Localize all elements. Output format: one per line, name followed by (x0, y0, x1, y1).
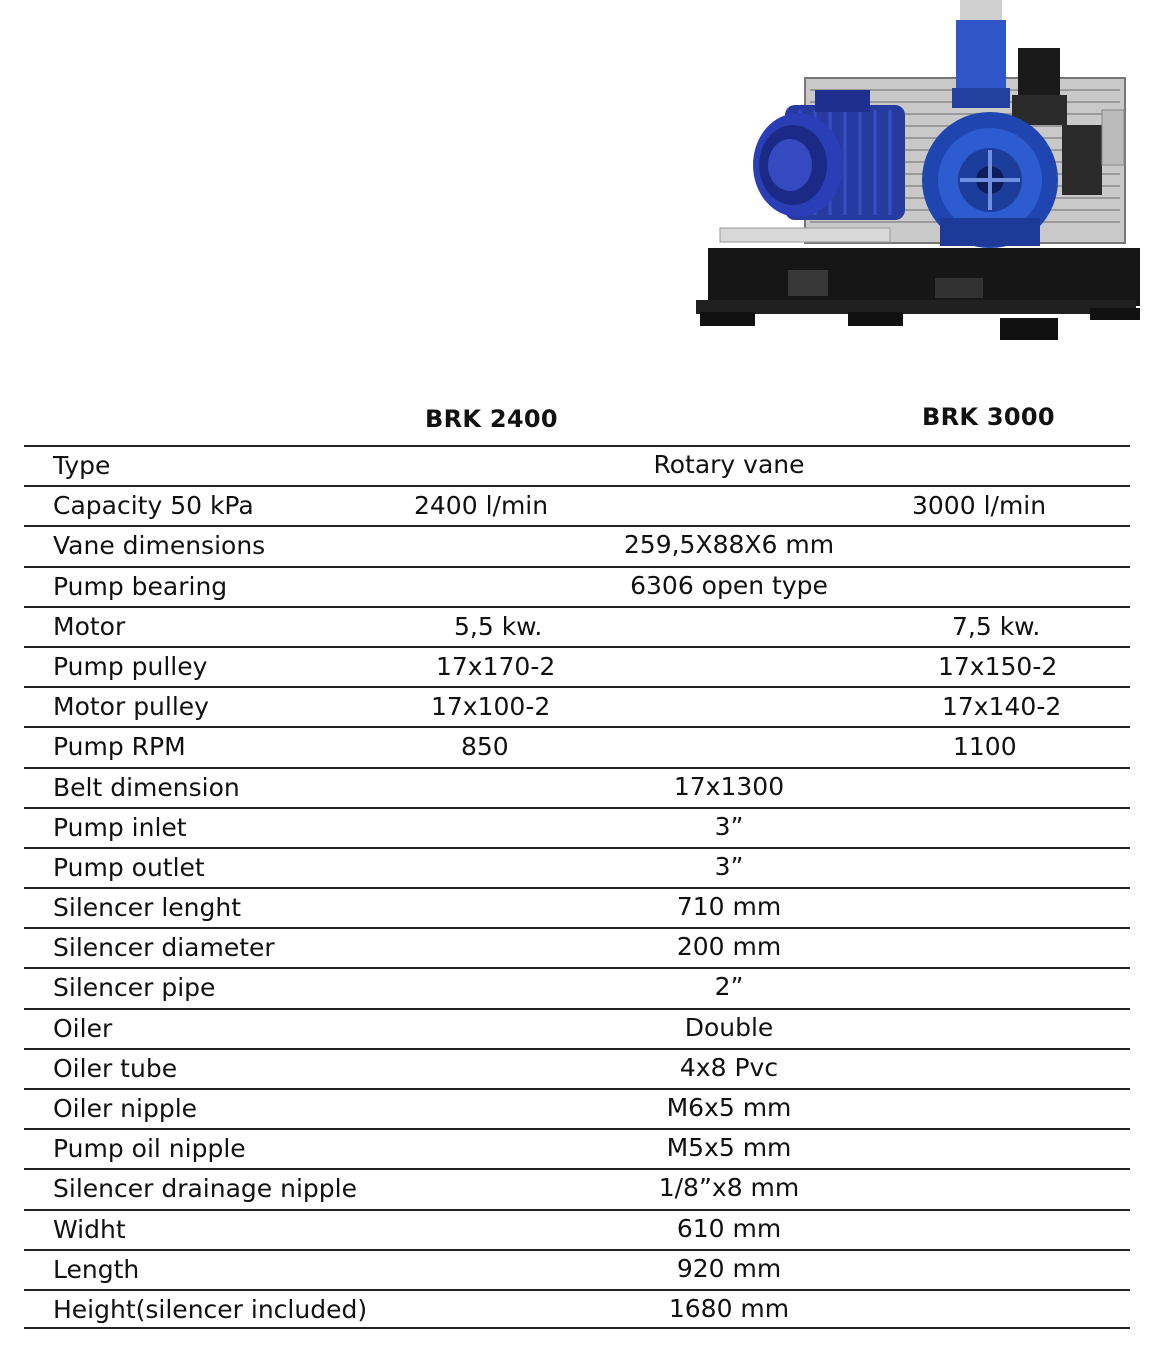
row-label: Pump bearing (53, 571, 228, 601)
row-label: Type (53, 451, 111, 480)
shared-value: 2” (714, 972, 744, 1002)
table-row (24, 686, 1130, 726)
shared-value: 17x1300 (673, 771, 785, 801)
shared-value: 3” (714, 811, 744, 841)
shared-value: 1/8”x8 mm (658, 1173, 800, 1203)
brk-3000-value: 17x150-2 (938, 651, 1058, 681)
row-label: Motor pulley (53, 692, 209, 722)
shared-value: 259,5X88X6 mm (623, 530, 835, 560)
column-header-brk-2400: BRK 2400 (425, 405, 558, 433)
table-row (24, 606, 1130, 646)
row-label: Pump outlet (53, 852, 205, 882)
table-row (24, 1128, 1130, 1168)
brk-3000-value: 17x140-2 (942, 692, 1062, 722)
shared-value: M6x5 mm (666, 1093, 792, 1122)
table-row (24, 1088, 1130, 1128)
row-label: Silencer diameter (53, 933, 275, 963)
table-row (24, 767, 1130, 807)
brk-2400-value: 850 (461, 732, 509, 762)
table-row (24, 927, 1130, 967)
row-label: Silencer lenght (53, 893, 242, 923)
table-row (24, 1289, 1130, 1329)
shared-value: 3” (714, 851, 744, 881)
brk-2400-value: 5,5 kw. (454, 611, 543, 641)
table-row (24, 646, 1130, 686)
shared-value: 6306 open type (630, 570, 828, 600)
product-image (690, 0, 1160, 350)
row-label: Motor (53, 611, 126, 641)
column-header-brk-3000: BRK 3000 (922, 403, 1055, 431)
table-row (24, 1168, 1130, 1208)
row-label: Length (53, 1254, 140, 1284)
table-row (24, 807, 1130, 847)
row-label: Oiler nipple (53, 1094, 198, 1123)
brk-2400-value: 2400 l/min (414, 491, 549, 521)
row-label: Pump pulley (53, 651, 208, 681)
shared-value: 200 mm (676, 932, 782, 962)
row-label: Pump oil nipple (53, 1134, 246, 1164)
table-row (24, 1249, 1130, 1289)
row-label: Widht (53, 1214, 126, 1244)
table-row (24, 847, 1130, 887)
row-label: Oiler (53, 1013, 113, 1043)
shared-value: M5x5 mm (666, 1133, 792, 1163)
table-row (24, 726, 1130, 766)
table-row (24, 525, 1130, 565)
table-row (24, 1008, 1130, 1048)
row-label: Capacity 50 kPa (53, 491, 254, 521)
row-label: Pump inlet (53, 812, 187, 842)
spec-table (24, 445, 1130, 1329)
shared-value: Double (684, 1012, 774, 1042)
row-label: Height(silencer included) (53, 1294, 368, 1324)
brk-3000-value: 3000 l/min (912, 491, 1047, 521)
table-row (24, 1209, 1130, 1249)
row-label: Silencer pipe (53, 973, 216, 1003)
brk-3000-value: 1100 (953, 732, 1017, 762)
row-label: Silencer drainage nipple (53, 1174, 357, 1204)
table-row (24, 887, 1130, 927)
shared-value: 920 mm (676, 1253, 782, 1283)
row-label: Belt dimension (53, 772, 240, 802)
brk-3000-value: 7,5 kw. (952, 611, 1041, 641)
table-row (24, 566, 1130, 606)
table-row (24, 445, 1130, 485)
row-label: Pump RPM (53, 732, 186, 762)
row-label: Oiler tube (53, 1053, 178, 1083)
shared-value: 710 mm (676, 892, 782, 922)
brk-2400-value: 17x170-2 (436, 651, 556, 681)
table-row (24, 1048, 1130, 1088)
shared-value: 4x8 Pvc (679, 1052, 779, 1082)
shared-value: 1680 mm (668, 1293, 790, 1323)
shared-value: 610 mm (676, 1213, 782, 1243)
shared-value: Rotary vane (653, 450, 805, 479)
table-row (24, 967, 1130, 1007)
row-label: Vane dimensions (53, 531, 266, 561)
table-row (24, 485, 1130, 525)
brk-2400-value: 17x100-2 (431, 692, 551, 722)
